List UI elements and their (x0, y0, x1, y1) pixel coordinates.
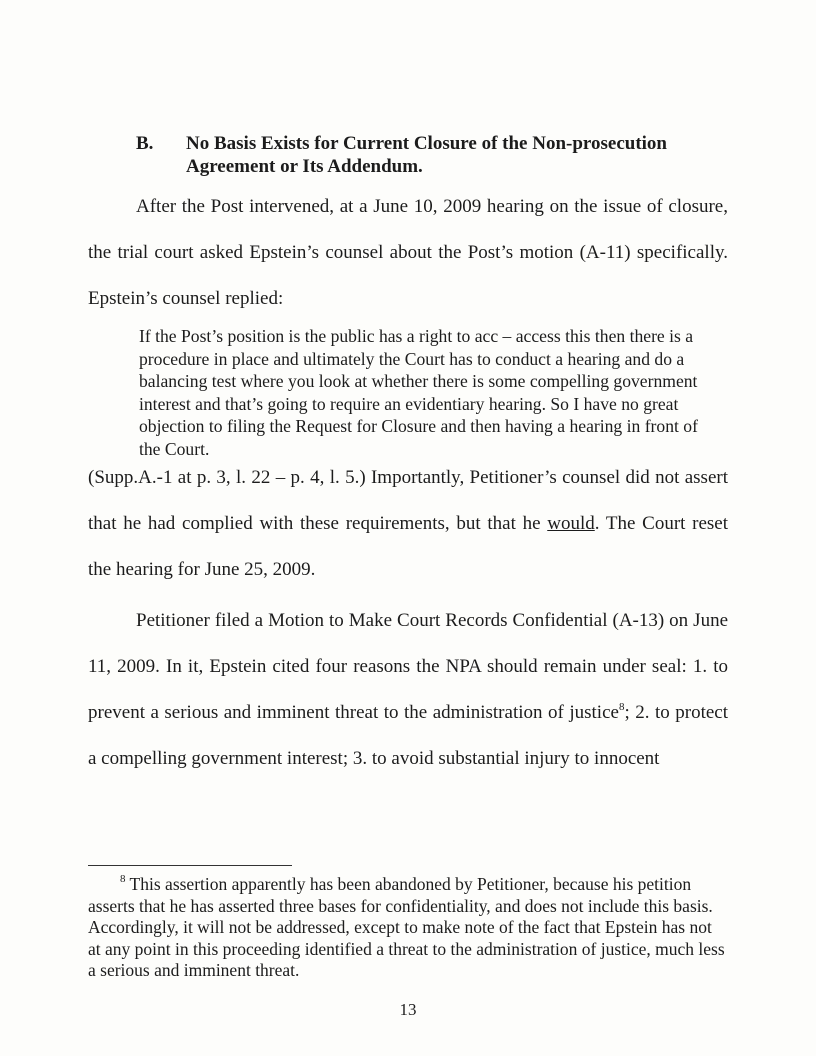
paragraph-motion-text: Petitioner filed a Motion to Make Court Records Confidential (A-13) on June 11, 2009. In it, Epstein cited four reasons the NPA should remain under seal: 1. to prevent a serious and imminent threat to the administration of justice (88, 610, 728, 723)
paragraph-citation (88, 455, 728, 593)
paragraph-citation-text: (Supp.A.-1 at p. 3, l. 22 – p. 4, l. 5.) Importantly, Petitioner’s counsel did not assert that he had complied with these requirements, but that he (88, 467, 728, 534)
footnote-divider (88, 865, 292, 866)
footnote-reference[interactable]: 8 (618, 700, 625, 713)
footnote-text: This assertion apparently has been abandoned by Petitioner, because his petition asserts that he has asserted three bases for confidentiality, and does not include this basis. Accordingly, it will not be addressed, except to make note of the fact that Epstein has not at any point in this proceeding identified a threat to the administration of justice, much less a serious and imminent threat. (88, 874, 725, 981)
footnote-number: 8 (120, 873, 126, 886)
paragraph-intro (88, 184, 728, 322)
block-quote: If the Post’s position is the public has a right to acc – access this then there is a procedure in place and ultimately the Court has to conduct a hearing and do a balancing test where you look at whether there is some compelling government interest and that’s going to require an evidentiary hearing. So I have no great objection to filing the Request for Closure and then having a hearing in front of the Court. (139, 326, 698, 459)
page-number: 13 (399, 1000, 417, 1019)
footnote (88, 874, 728, 982)
paragraph-intro-text: After the Post intervened, at a June 10, 2009 hearing on the issue of closure, the trial court asked Epstein’s counsel about the Post’s motion (A-11) specifically. Epstein’s counsel replied: (88, 196, 728, 309)
section-letter: B. (136, 133, 154, 154)
paragraph-citation-tail: . The Court reset the hearing for June 25, 2009. (88, 513, 729, 580)
paragraph-motion (88, 598, 728, 782)
underlined-word: would (547, 513, 595, 534)
paragraph-motion-tail: ; 2. to protect a compelling government interest; 3. to avoid substantial injury to innocent (88, 702, 728, 769)
section-title: No Basis Exists for Current Closure of the Non-prosecution Agreement or Its Addendum. (186, 133, 667, 177)
